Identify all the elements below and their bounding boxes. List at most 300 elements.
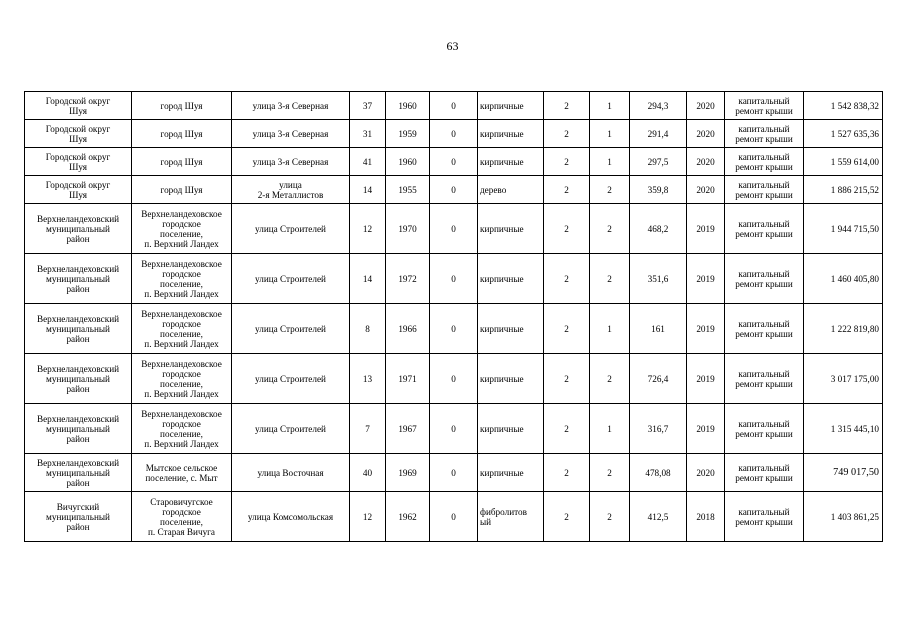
cell-line: 1 559 614,00	[830, 156, 879, 167]
cell-street	[232, 404, 350, 454]
cell-repair-year	[687, 176, 725, 204]
cell-line: улица Строителей	[255, 373, 326, 384]
cell-line: 2	[564, 184, 569, 195]
cell-wall-material	[478, 176, 544, 204]
cell-line: п. Старая Вичуга	[147, 526, 216, 537]
table-row	[25, 120, 883, 148]
cell-area	[630, 254, 687, 304]
cell-work-type	[725, 304, 804, 354]
cell-line: 2	[564, 273, 569, 284]
cell-line: 1966	[398, 323, 417, 334]
cell-settlement	[132, 354, 232, 404]
cell-house-number	[350, 204, 386, 254]
cell-work-type	[725, 404, 804, 454]
cell-floors	[544, 176, 590, 204]
cell-house-number	[350, 148, 386, 176]
cell-line: 161	[651, 323, 665, 334]
cell-line: Верхнеландеховское	[141, 208, 222, 219]
cell-line: Городской округ	[45, 123, 111, 134]
cell-work-type	[725, 204, 804, 254]
cell-municipality	[25, 454, 132, 492]
cell-line: 726,4	[647, 373, 669, 384]
cell-line: 1970	[398, 223, 417, 234]
cell-line: Мытское сельское	[145, 462, 218, 473]
table-row	[25, 254, 883, 304]
cell-entrances	[590, 354, 630, 404]
cell-wall-material	[478, 404, 544, 454]
table-row	[25, 148, 883, 176]
cell-line: Верхнеландеховское	[141, 408, 222, 419]
cell-entrances	[590, 176, 630, 204]
cell-year-built	[386, 404, 430, 454]
cell-line: 316,7	[647, 423, 669, 434]
cell-street	[232, 304, 350, 354]
cell-line: поселение, с. Мыт	[145, 472, 218, 483]
cell-area	[630, 204, 687, 254]
cell-line: 2	[564, 128, 569, 139]
cell-house-number	[350, 354, 386, 404]
cell-line: 2019	[696, 323, 715, 334]
cell-line: Верхнеландеховское	[141, 358, 222, 369]
cell-line: 2020	[696, 100, 715, 111]
cell-wall-material	[478, 120, 544, 148]
cell-line: 2	[607, 273, 612, 284]
cell-municipality	[25, 254, 132, 304]
cell-line: ремонт крыши	[735, 516, 793, 527]
cell-line: Вичугский	[56, 501, 100, 512]
cell-line: ремонт крыши	[735, 328, 793, 339]
cell-settlement	[132, 120, 232, 148]
cell-line: городское	[162, 218, 201, 229]
cell-line: кирпичные	[480, 273, 524, 284]
cell-line: 2019	[696, 373, 715, 384]
cell-line: кирпичные	[480, 223, 524, 234]
cell-line: 13	[362, 373, 373, 384]
cell-line: кирпичные	[480, 323, 524, 334]
table-row	[25, 304, 883, 354]
cell-line: кирпичные	[480, 467, 524, 478]
cell-line: капитальный	[738, 506, 790, 517]
cell-line: 2	[564, 100, 569, 111]
cell-line: капитальный	[738, 123, 790, 134]
cell-line: ремонт крыши	[735, 472, 793, 483]
cell-house-number	[350, 454, 386, 492]
cell-line: город Шуя	[160, 100, 203, 111]
cell-year-reconstructed	[430, 204, 478, 254]
cell-area	[630, 354, 687, 404]
cell-line: п. Верхний Ландех	[144, 438, 219, 449]
cell-line: 1972	[398, 273, 417, 284]
cell-line: улица Строителей	[255, 423, 326, 434]
cell-line: 40	[362, 467, 373, 478]
cell-settlement	[132, 92, 232, 120]
cell-settlement	[132, 176, 232, 204]
cell-line: 2	[564, 467, 569, 478]
cell-floors	[544, 304, 590, 354]
cell-line: 12	[362, 511, 373, 522]
cell-municipality	[25, 176, 132, 204]
cell-line: капитальный	[738, 318, 790, 329]
cell-line: 1959	[398, 128, 417, 139]
cell-line: муниципальный	[46, 423, 110, 434]
cell-line: 1971	[398, 373, 417, 384]
cell-line: городское	[162, 506, 201, 517]
cell-line: 0	[451, 128, 456, 139]
cell-cost	[804, 92, 883, 120]
cell-municipality	[25, 204, 132, 254]
cell-line: 2019	[696, 423, 715, 434]
cell-line: 2	[607, 223, 612, 234]
cell-street	[232, 176, 350, 204]
cell-line: п. Верхний Ландех	[144, 238, 219, 249]
cell-wall-material	[478, 92, 544, 120]
cell-wall-material	[478, 354, 544, 404]
cell-line: ремонт крыши	[735, 378, 793, 389]
cell-line: муниципальный	[46, 373, 110, 384]
cell-line: 7	[365, 423, 370, 434]
cell-repair-year	[687, 92, 725, 120]
cell-line: Верхнеландеховское	[141, 258, 222, 269]
cell-line: 2	[564, 423, 569, 434]
cell-house-number	[350, 120, 386, 148]
cell-line: город Шуя	[160, 184, 203, 195]
cell-line: 294,3	[647, 100, 669, 111]
cell-repair-year	[687, 492, 725, 542]
cell-line: 2018	[696, 511, 715, 522]
cell-line: 1	[607, 323, 612, 334]
cell-line: улица	[279, 179, 302, 190]
cell-line: поселение,	[160, 228, 203, 239]
cell-cost	[804, 254, 883, 304]
cell-line: ремонт крыши	[735, 278, 793, 289]
cell-line: поселение,	[160, 428, 203, 439]
cell-line: 412,5	[647, 511, 669, 522]
cell-line: район	[66, 521, 90, 532]
cell-work-type	[725, 492, 804, 542]
page-number: 63	[446, 39, 459, 53]
cell-street	[232, 354, 350, 404]
cell-line: капитальный	[738, 418, 790, 429]
cell-line: капитальный	[738, 368, 790, 379]
cell-house-number	[350, 304, 386, 354]
cell-floors	[544, 492, 590, 542]
cell-floors	[544, 354, 590, 404]
cell-line: ремонт крыши	[735, 161, 793, 172]
cell-line: поселение,	[160, 278, 203, 289]
cell-floors	[544, 254, 590, 304]
cell-cost	[804, 404, 883, 454]
cell-municipality	[25, 354, 132, 404]
cell-line: район	[66, 333, 90, 344]
cell-line: кирпичные	[480, 156, 524, 167]
cell-cost	[804, 492, 883, 542]
cell-settlement	[132, 454, 232, 492]
cell-line: 1	[607, 100, 612, 111]
cell-line: 1 403 861,25	[830, 511, 879, 522]
cell-area	[630, 148, 687, 176]
cell-line: Шуя	[69, 105, 87, 116]
cell-line: муниципальный	[46, 323, 110, 334]
cell-line: Верхнеландеховский	[36, 213, 120, 224]
cell-wall-material	[478, 148, 544, 176]
cell-line: улица Строителей	[255, 223, 326, 234]
cell-floors	[544, 404, 590, 454]
cell-line: 2019	[696, 273, 715, 284]
cell-line: Верхнеландеховский	[36, 263, 120, 274]
cell-entrances	[590, 404, 630, 454]
cell-line: капитальный	[738, 268, 790, 279]
cell-year-built	[386, 120, 430, 148]
cell-line: 31	[362, 128, 373, 139]
cell-year-built	[386, 304, 430, 354]
cell-line: 0	[451, 100, 456, 111]
cell-line: улица Строителей	[255, 323, 326, 334]
cell-line: 2	[607, 511, 612, 522]
cell-year-built	[386, 176, 430, 204]
cell-cost	[804, 204, 883, 254]
cell-settlement	[132, 254, 232, 304]
cell-settlement	[132, 492, 232, 542]
cell-year-reconstructed	[430, 92, 478, 120]
cell-year-built	[386, 254, 430, 304]
cell-line: фибролитов	[480, 506, 527, 517]
cell-line: 1960	[398, 156, 417, 167]
cell-line: 1955	[398, 184, 417, 195]
cell-work-type	[725, 148, 804, 176]
cell-line: 1962	[398, 511, 417, 522]
cell-house-number	[350, 404, 386, 454]
cell-repair-year	[687, 454, 725, 492]
cell-line: кирпичные	[480, 128, 524, 139]
cell-year-built	[386, 92, 430, 120]
cell-house-number	[350, 254, 386, 304]
cell-line: муниципальный	[46, 273, 110, 284]
cell-line: 351,6	[647, 273, 669, 284]
cell-line: район	[66, 283, 90, 294]
cell-line: 1960	[398, 100, 417, 111]
cell-line: 2	[607, 373, 612, 384]
cell-floors	[544, 454, 590, 492]
cell-line: поселение,	[160, 378, 203, 389]
cell-line: ремонт крыши	[735, 133, 793, 144]
cell-line: п. Верхний Ландех	[144, 288, 219, 299]
cell-line: 1	[607, 423, 612, 434]
cell-line: 0	[451, 156, 456, 167]
cell-house-number	[350, 492, 386, 542]
cell-wall-material	[478, 254, 544, 304]
cell-line: 37	[362, 100, 373, 111]
cell-line: 0	[451, 273, 456, 284]
cell-settlement	[132, 404, 232, 454]
cell-line: капитальный	[738, 218, 790, 229]
cell-line: городское	[162, 268, 201, 279]
cell-municipality	[25, 492, 132, 542]
cell-year-reconstructed	[430, 176, 478, 204]
table-row	[25, 204, 883, 254]
cell-line: Городской округ	[45, 179, 111, 190]
cell-line: 41	[362, 156, 373, 167]
cell-line: городское	[162, 318, 201, 329]
cell-line: 1	[607, 156, 612, 167]
cell-line: 1 542 838,32	[830, 100, 879, 111]
cell-area	[630, 120, 687, 148]
cell-line: 2-я Металлистов	[257, 189, 324, 200]
cell-area	[630, 404, 687, 454]
cell-repair-year	[687, 120, 725, 148]
cell-line: ремонт крыши	[735, 428, 793, 439]
cell-line: 749 017,50	[833, 466, 879, 478]
cell-street	[232, 148, 350, 176]
cell-line: район	[66, 433, 90, 444]
cell-line: 1 527 635,36	[830, 128, 879, 139]
cell-year-built	[386, 148, 430, 176]
housing-repair-table	[24, 91, 883, 542]
cell-line: улица 3-я Северная	[252, 128, 329, 139]
cell-line: 12	[362, 223, 373, 234]
cell-floors	[544, 148, 590, 176]
cell-line: Верхнеландеховский	[36, 313, 120, 324]
cell-line: район	[66, 233, 90, 244]
cell-line: 1967	[398, 423, 417, 434]
cell-line: 1969	[398, 467, 417, 478]
cell-year-reconstructed	[430, 454, 478, 492]
cell-line: Шуя	[69, 189, 87, 200]
cell-line: 0	[451, 184, 456, 195]
cell-line: 3 017 175,00	[830, 373, 879, 384]
cell-line: 468,2	[647, 223, 669, 234]
cell-wall-material	[478, 304, 544, 354]
cell-entrances	[590, 92, 630, 120]
cell-line: городское	[162, 368, 201, 379]
cell-area	[630, 92, 687, 120]
cell-settlement	[132, 204, 232, 254]
cell-line: капитальный	[738, 179, 790, 190]
cell-line: ремонт крыши	[735, 189, 793, 200]
cell-cost	[804, 120, 883, 148]
cell-line: дерево	[480, 184, 507, 195]
cell-line: 2	[564, 323, 569, 334]
cell-line: ый	[480, 516, 492, 527]
cell-line: 8	[365, 323, 370, 334]
cell-entrances	[590, 254, 630, 304]
cell-house-number	[350, 92, 386, 120]
cell-line: 359,8	[647, 184, 669, 195]
cell-area	[630, 176, 687, 204]
table-row	[25, 404, 883, 454]
cell-line: п. Верхний Ландех	[144, 338, 219, 349]
cell-line: 2	[564, 373, 569, 384]
cell-house-number	[350, 176, 386, 204]
cell-line: 2019	[696, 223, 715, 234]
cell-line: капитальный	[738, 95, 790, 106]
cell-line: муниципальный	[46, 223, 110, 234]
cell-line: 1 944 715,50	[830, 223, 879, 234]
cell-line: 1 315 445,10	[830, 423, 879, 434]
cell-year-built	[386, 492, 430, 542]
cell-municipality	[25, 92, 132, 120]
cell-repair-year	[687, 204, 725, 254]
cell-line: муниципальный	[46, 511, 110, 522]
table-row	[25, 454, 883, 492]
cell-repair-year	[687, 404, 725, 454]
cell-line: кирпичные	[480, 423, 524, 434]
cell-line: городское	[162, 418, 201, 429]
cell-street	[232, 492, 350, 542]
cell-line: 2	[564, 156, 569, 167]
cell-line: 2020	[696, 156, 715, 167]
cell-line: поселение,	[160, 516, 203, 527]
cell-entrances	[590, 304, 630, 354]
cell-line: 2	[607, 184, 612, 195]
cell-line: 1 460 405,80	[830, 273, 879, 284]
cell-line: 0	[451, 467, 456, 478]
cell-line: капитальный	[738, 462, 790, 473]
cell-line: 297,5	[647, 156, 669, 167]
cell-area	[630, 492, 687, 542]
cell-line: кирпичные	[480, 373, 524, 384]
cell-line: 0	[451, 223, 456, 234]
cell-line: капитальный	[738, 151, 790, 162]
cell-cost	[804, 148, 883, 176]
cell-wall-material	[478, 204, 544, 254]
cell-settlement	[132, 148, 232, 176]
cell-work-type	[725, 120, 804, 148]
cell-line: улица 3-я Северная	[252, 100, 329, 111]
cell-street	[232, 204, 350, 254]
cell-line: Городской округ	[45, 95, 111, 106]
table-row	[25, 176, 883, 204]
cell-line: 2020	[696, 184, 715, 195]
cell-line: Шуя	[69, 133, 87, 144]
cell-cost	[804, 354, 883, 404]
cell-work-type	[725, 176, 804, 204]
cell-line: 478,08	[645, 467, 671, 478]
cell-year-reconstructed	[430, 254, 478, 304]
cell-line: улица Комсомольская	[247, 511, 334, 522]
cell-street	[232, 254, 350, 304]
cell-line: п. Верхний Ландех	[144, 388, 219, 399]
cell-floors	[544, 204, 590, 254]
cell-line: 2020	[696, 467, 715, 478]
cell-repair-year	[687, 148, 725, 176]
cell-line: 1 886 215,52	[830, 184, 879, 195]
cell-entrances	[590, 148, 630, 176]
cell-line: улица 3-я Северная	[252, 156, 329, 167]
cell-line: ремонт крыши	[735, 105, 793, 116]
table-row	[25, 492, 883, 542]
cell-line: 14	[362, 273, 373, 284]
cell-line: 14	[362, 184, 373, 195]
cell-municipality	[25, 304, 132, 354]
cell-line: 0	[451, 373, 456, 384]
cell-municipality	[25, 120, 132, 148]
cell-wall-material	[478, 454, 544, 492]
cell-work-type	[725, 454, 804, 492]
cell-repair-year	[687, 304, 725, 354]
cell-line: 2	[607, 467, 612, 478]
cell-municipality	[25, 148, 132, 176]
cell-street	[232, 120, 350, 148]
cell-year-built	[386, 204, 430, 254]
cell-line: кирпичные	[480, 100, 524, 111]
cell-year-reconstructed	[430, 148, 478, 176]
cell-street	[232, 92, 350, 120]
cell-line: ремонт крыши	[735, 228, 793, 239]
cell-work-type	[725, 354, 804, 404]
cell-repair-year	[687, 254, 725, 304]
cell-line: Верхнеландеховский	[36, 363, 120, 374]
cell-line: поселение,	[160, 328, 203, 339]
